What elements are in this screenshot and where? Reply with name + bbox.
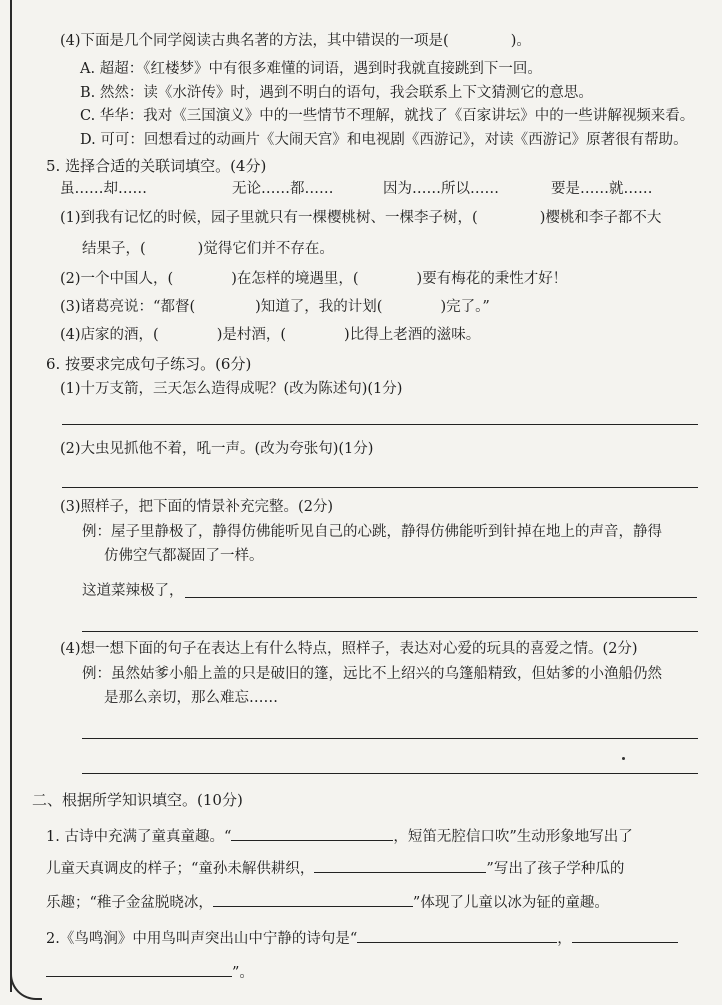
q5-sentence-1: (1)到我有记忆的时候，园子里就只有一棵樱桃树、一棵李子树，( )樱桃和李子都不大 [60,210,662,226]
q6-part-1-answer-line[interactable] [62,424,698,425]
q6-part-4-answer-line-2[interactable] [82,773,698,774]
q6-part-3-answer-line-2[interactable] [82,631,698,632]
sec2-q1-blank-1[interactable] [231,826,393,841]
q4-option-c: C. 华华：我对《三国演义》中的一些情节不理解，就找了《百家讲坛》中的一些讲解视频来看。 [80,108,695,124]
sec2-q2-line-1: 2.《鸟鸣涧》中用鸟叫声突出山中宁静的诗句是“ ， [46,928,678,948]
q6-part-3-fill-label: 这道菜辣极了， [82,583,184,599]
q4-option-b: B. 然然：读《水浒传》时，遇到不明白的语句，我会联系上下文猜测它的意思。 [80,85,593,101]
sec2-q2-blank-3[interactable] [46,962,232,977]
q5-title: 5. 选择合适的关联词填空。(4分) [46,157,267,175]
stray-mark [622,757,625,760]
q6-title: 6. 按要求完成句子练习。(6分) [46,355,252,373]
q4-option-a: A. 超超：《红楼梦》中有很多难懂的词语，遇到时我就直接跳到下一回。 [80,61,542,77]
q5-sentence-4: (4)店家的酒，( )是村酒，( )比得上老酒的滋味。 [60,327,481,343]
q5-sentence-1-cont: 结果子，( )觉得它们并不存在。 [82,241,334,257]
q5-word-3: 因为……所以…… [383,181,499,197]
q5-word-1: 虽……却…… [60,181,147,197]
binding-margin-curve [10,968,42,1000]
q6-part-2: (2)大虫见抓他不着，吼一声。(改为夸张句)(1分) [60,441,374,457]
q5-word-4: 要是……就…… [551,181,653,197]
sec2-q1-blank-3[interactable] [213,892,413,907]
sec2-q2-blank-1[interactable] [357,928,557,943]
q6-part-2-answer-line[interactable] [62,487,698,488]
q6-part-3-answer-line-1[interactable] [185,597,697,598]
q6-part-4-example-1: 例：虽然姑爹小船上盖的只是破旧的篷，远比不上绍兴的乌篷船精致，但姑爹的小渔船仍然 [82,666,662,682]
sec2-q1-line-3: 乐趣；“稚子金盆脱晓冰， ”体现了儿童以冰为钲的童趣。 [46,892,609,912]
q6-part-4: (4)想一想下面的句子在表达上有什么特点，照样子，表达对心爱的玩具的喜爱之情。(2分) [60,641,638,657]
sec2-q1-line-1: 1. 古诗中充满了童真童趣。“ ，短笛无腔信口吹”生动形象地写出了 [46,826,633,846]
q6-part-3-example-1: 例：屋子里静极了，静得仿佛能听见自己的心跳，静得仿佛能听到针掉在地上的声音，静得 [82,524,662,540]
q6-part-1: (1)十万支箭，三天怎么造得成呢？(改为陈述句)(1分) [60,381,403,397]
sec2-q2-line-2: ”。 [46,962,254,982]
q5-sentence-2: (2)一个中国人，( )在怎样的境遇里，( )要有梅花的秉性才好！ [60,271,568,287]
q6-part-3-example-2: 仿佛空气都凝固了一样。 [104,548,264,564]
q6-part-4-answer-line-1[interactable] [82,738,698,739]
q5-sentence-3: (3)诸葛亮说：“都督( )知道了，我的计划( )完了。” [60,299,490,315]
q4-stem: (4)下面是几个同学阅读古典名著的方法，其中错误的一项是( )。 [60,33,531,49]
q6-part-4-example-2: 是那么亲切，那么难忘…… [104,690,278,706]
q6-part-3: (3)照样子，把下面的情景补充完整。(2分) [60,499,334,515]
q5-word-2: 无论……都…… [232,181,334,197]
binding-margin-line [10,0,12,992]
sec2-q1-line-2: 儿童天真调皮的样子；“童孙未解供耕织， ”写出了孩子学种瓜的 [46,858,624,878]
sec2-q2-blank-2[interactable] [572,928,678,943]
section-2-title: 二、根据所学知识填空。(10分) [32,791,243,809]
q4-option-d: D. 可可：回想看过的动画片《大闹天宫》和电视剧《西游记》，对读《西游记》原著很有帮助。 [80,132,688,148]
sec2-q1-blank-2[interactable] [314,858,486,873]
